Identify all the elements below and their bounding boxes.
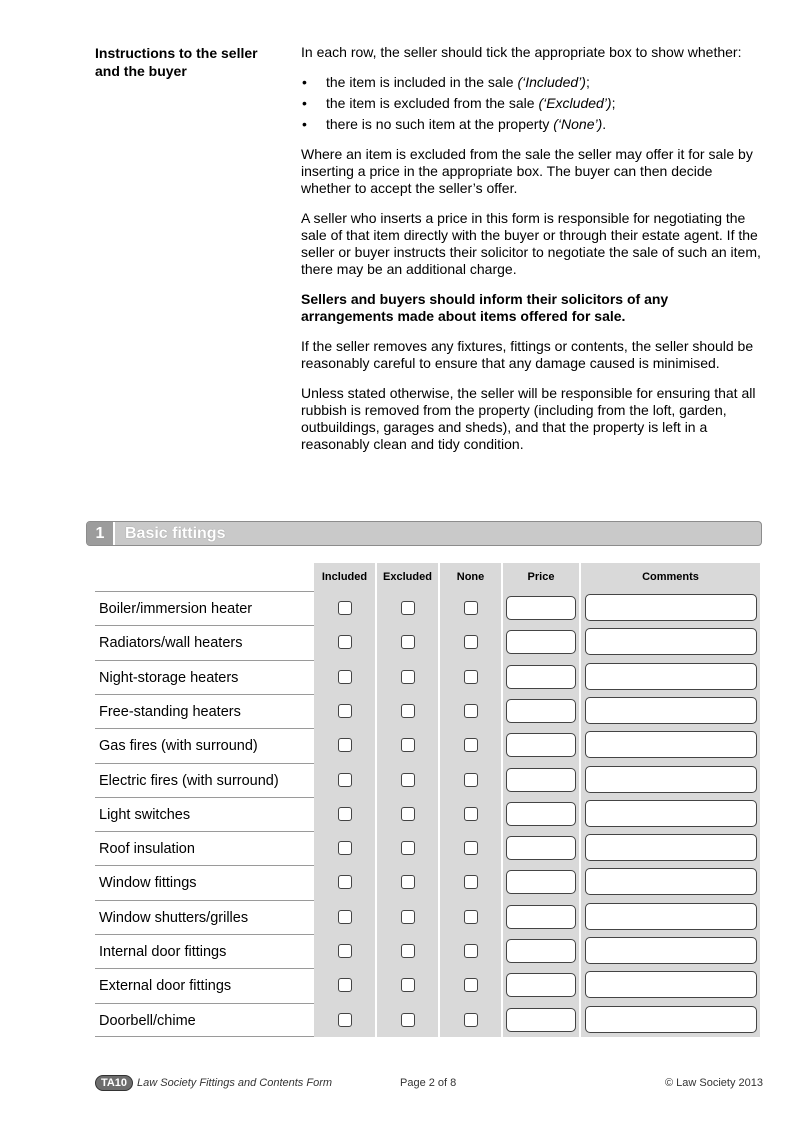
included-checkbox[interactable]	[338, 910, 352, 924]
comments-input[interactable]	[585, 903, 757, 930]
table-row-label: Window fittings	[95, 865, 314, 899]
table-row-label: Radiators/wall heaters	[95, 625, 314, 659]
none-checkbox[interactable]	[464, 601, 478, 615]
table-row-label: Gas fires (with surround)	[95, 728, 314, 762]
section-title: Basic fittings	[125, 525, 226, 542]
excluded-checkbox[interactable]	[401, 978, 415, 992]
header-excluded: Excluded	[377, 563, 438, 591]
instructions-paragraph: If the seller removes any fixtures, fittings or contents, the seller should be reasonably careful to ensure that any damage caused is minimised.	[301, 338, 754, 371]
included-checkbox[interactable]	[338, 841, 352, 855]
price-input[interactable]	[506, 836, 576, 860]
excluded-checkbox[interactable]	[401, 910, 415, 924]
included-checkbox[interactable]	[338, 875, 352, 889]
table-row-label: External door fittings	[95, 968, 314, 1002]
price-input[interactable]	[506, 939, 576, 963]
excluded-checkbox[interactable]	[401, 635, 415, 649]
footer-copyright: © Law Society 2013	[665, 1077, 763, 1089]
instructions-heading: Instructions to the seller and the buyer	[95, 45, 258, 79]
price-input[interactable]	[506, 596, 576, 620]
included-checkbox[interactable]	[338, 704, 352, 718]
table-row-label: Night-storage heaters	[95, 660, 314, 694]
section-number: 1	[87, 522, 115, 545]
price-input[interactable]	[506, 733, 576, 757]
footer-form-name: Law Society Fittings and Contents Form	[137, 1077, 333, 1089]
footer-page-number: Page 2 of 8	[400, 1077, 457, 1089]
included-checkbox[interactable]	[338, 601, 352, 615]
excluded-checkbox[interactable]	[401, 807, 415, 821]
comments-input[interactable]	[585, 868, 757, 895]
comments-input[interactable]	[585, 697, 757, 724]
price-input[interactable]	[506, 973, 576, 997]
included-checkbox[interactable]	[338, 944, 352, 958]
none-checkbox[interactable]	[464, 635, 478, 649]
price-input[interactable]	[506, 802, 576, 826]
page-footer	[95, 1074, 763, 1092]
section-header-bar	[86, 521, 762, 546]
none-checkbox[interactable]	[464, 738, 478, 752]
none-checkbox[interactable]	[464, 807, 478, 821]
included-checkbox[interactable]	[338, 635, 352, 649]
included-checkbox[interactable]	[338, 773, 352, 787]
header-comments: Comments	[581, 563, 760, 591]
excluded-checkbox[interactable]	[401, 704, 415, 718]
comments-input[interactable]	[585, 971, 757, 998]
instructions-bullet-list	[301, 74, 763, 133]
comments-input[interactable]	[585, 937, 757, 964]
instructions-intro: In each row, the seller should tick the appropriate box to show whether:	[301, 44, 742, 60]
excluded-checkbox[interactable]	[401, 841, 415, 855]
none-checkbox[interactable]	[464, 1013, 478, 1027]
excluded-checkbox[interactable]	[401, 944, 415, 958]
none-checkbox[interactable]	[464, 944, 478, 958]
none-checkbox[interactable]	[464, 910, 478, 924]
price-input[interactable]	[506, 905, 576, 929]
comments-input[interactable]	[585, 1006, 757, 1033]
excluded-checkbox[interactable]	[401, 670, 415, 684]
included-checkbox[interactable]	[338, 738, 352, 752]
price-input[interactable]	[506, 630, 576, 654]
comments-input[interactable]	[585, 834, 757, 861]
comments-input[interactable]	[585, 594, 757, 621]
table-row-label: Internal door fittings	[95, 934, 314, 968]
table-row-label: Electric fires (with surround)	[95, 763, 314, 797]
excluded-checkbox[interactable]	[401, 773, 415, 787]
instructions-paragraph: Unless stated otherwise, the seller will be responsible for ensuring that all rubbish is removed from the property (including from the loft, garden, outbuildings, garages and sheds), and that the property is left in a reasonably clean and tidy condition.	[301, 385, 756, 452]
none-checkbox[interactable]	[464, 875, 478, 889]
instructions-bold-notice: Sellers and buyers should inform their solicitors of any arrangements made about items offered for sale.	[301, 291, 669, 324]
comments-input[interactable]	[585, 800, 757, 827]
price-input[interactable]	[506, 870, 576, 894]
instructions-body	[301, 44, 763, 466]
price-input[interactable]	[506, 768, 576, 792]
excluded-checkbox[interactable]	[401, 1013, 415, 1027]
instructions-paragraph: Where an item is excluded from the sale the seller may offer it for sale by inserting a price in the appropriate box. The buyer can then decide whether to accept the seller’s offer.	[301, 146, 753, 196]
bullet-excluded: • the item is excluded from the sale (‘Excluded’);	[301, 95, 763, 112]
price-input[interactable]	[506, 665, 576, 689]
instructions-paragraph: A seller who inserts a price in this form is responsible for negotiating the sale of that item directly with the buyer or through their estate agent. If the seller or buyer instructs their solicitor to negotiate the sale of such an item, there may be an additional charge.	[301, 210, 761, 277]
table-row-label: Light switches	[95, 797, 314, 831]
header-none: None	[440, 563, 501, 591]
table-row-label: Roof insulation	[95, 831, 314, 865]
excluded-checkbox[interactable]	[401, 875, 415, 889]
none-checkbox[interactable]	[464, 704, 478, 718]
table-row-label: Window shutters/grilles	[95, 900, 314, 934]
form-code-badge: TA10	[95, 1075, 133, 1091]
comments-input[interactable]	[585, 663, 757, 690]
price-input[interactable]	[506, 699, 576, 723]
none-checkbox[interactable]	[464, 978, 478, 992]
excluded-checkbox[interactable]	[401, 738, 415, 752]
bullet-included: • the item is included in the sale (‘Included’);	[301, 74, 763, 91]
comments-input[interactable]	[585, 766, 757, 793]
included-checkbox[interactable]	[338, 1013, 352, 1027]
excluded-checkbox[interactable]	[401, 601, 415, 615]
table-row-label: Free-standing heaters	[95, 694, 314, 728]
bullet-none: • there is no such item at the property (‘None’).	[301, 116, 763, 133]
included-checkbox[interactable]	[338, 978, 352, 992]
none-checkbox[interactable]	[464, 670, 478, 684]
none-checkbox[interactable]	[464, 773, 478, 787]
header-price: Price	[503, 563, 579, 591]
price-input[interactable]	[506, 1008, 576, 1032]
comments-input[interactable]	[585, 628, 757, 655]
included-checkbox[interactable]	[338, 670, 352, 684]
header-included: Included	[314, 563, 375, 591]
table-row-label: Boiler/immersion heater	[95, 591, 314, 625]
comments-input[interactable]	[585, 731, 757, 758]
table-row-label: Doorbell/chime	[95, 1003, 314, 1037]
none-checkbox[interactable]	[464, 841, 478, 855]
included-checkbox[interactable]	[338, 807, 352, 821]
